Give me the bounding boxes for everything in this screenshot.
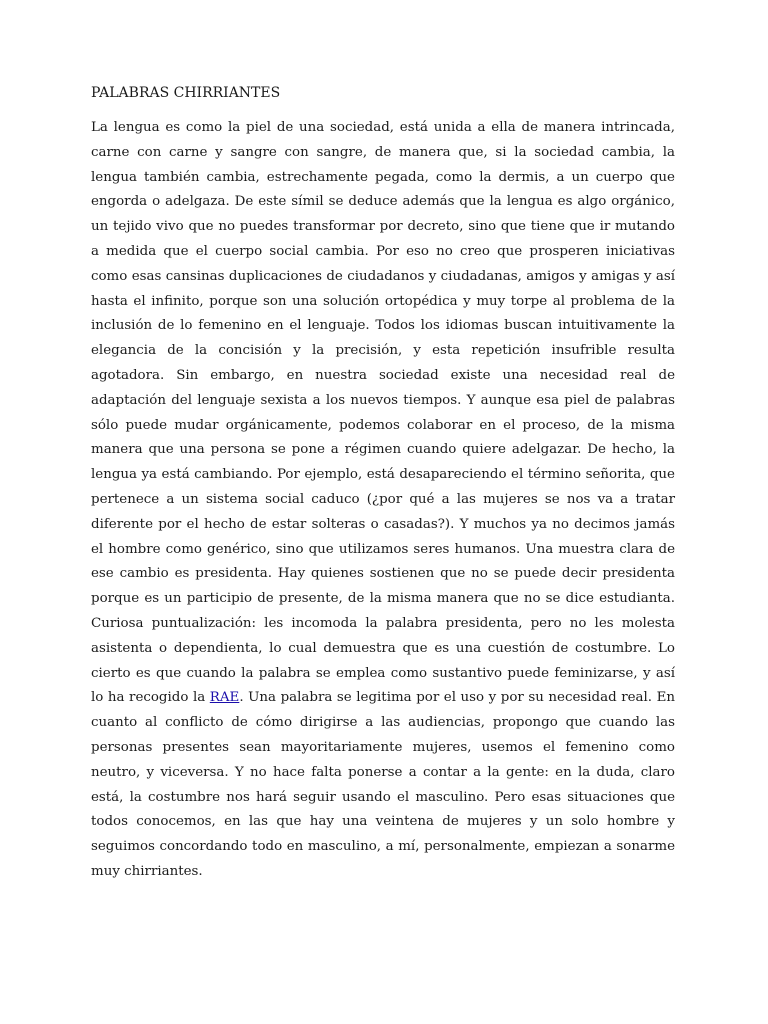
body-paragraph [91,116,675,885]
paragraph-text-before-link: La lengua es como la piel de una sociedad, está unida a ella de manera intrincada, carne con carne y sangre con sangre, de manera que, si la sociedad cambia, la lengua también cambia, estrechamente pegada, como la dermis, a un cuerpo que engorda o adelgaza. De este símil se deduce además que la lengua es algo orgánico, un tejido vivo que no puedes transformar por decreto, sino que tiene que ir mutando a medida que el cuerpo social cambia. Por eso no creo que prosperen iniciativas como esas cansinas duplicaciones de ciudadanos y ciudadanas, amigos y amigas y así hasta el infinito, porque son una solución ortopédica y muy torpe al problema de la inclusión de lo femenino en el lenguaje. Todos los idiomas buscan intuitivamente la elegancia de la concisión y la precisión, y esta repetición insufrible resulta agotadora. Sin embargo, en nuestra sociedad existe una necesidad real de adaptación del lenguaje sexista a los nuevos tiempos. Y aunque esa piel de palabras sólo puede mudar orgánicamente, podemos colaborar en el proceso, de la misma manera que una persona se pone a régimen cuando quiere adelgazar. De hecho, la lengua ya está cambiando. Por ejemplo, está desapareciendo el término señorita, que pertenece a un sistema social caduco (¿por qué a las mujeres se nos va a tratar diferente por el hecho de estar solteras o casadas?). Y muchos ya no decimos jamás el hombre como genérico, sino que utilizamos seres humanos. Una muestra clara de ese cambio es presidenta. Hay quienes sostienen que no se puede decir presidenta porque es un participio de presente, de la misma manera que no se dice estudianta. Curiosa puntualización: les incomoda la palabra presidenta, pero no les molesta asistenta o dependienta, lo cual demuestra que es una cuestión de costumbre. Lo cierto es que cuando la palabra se emplea como sustantivo puede feminizarse, y así lo ha recogido la [91,120,675,706]
rae-link[interactable]: RAE [209,690,240,706]
document-page [91,83,675,885]
document-title: PALABRAS CHIRRIANTES [91,85,281,101]
paragraph-text-after-link: . Una palabra se legitima por el uso y por su necesidad real. En cuanto al conflicto de cómo dirigirse a las audiencias, propongo que cuando las personas presentes sean mayoritariamente mujeres, usemos el femenino como neutro, y viceversa. Y no hace falta ponerse a contar a la gente: en la duda, claro está, la costumbre nos hará seguir usando el masculino. Pero esas situaciones que todos conocemos, en las que hay una veintena de mujeres y un solo hombre y seguimos concordando todo en masculino, a mí, personalmente, empiezan a sonarme muy chirriantes. [91,690,675,879]
